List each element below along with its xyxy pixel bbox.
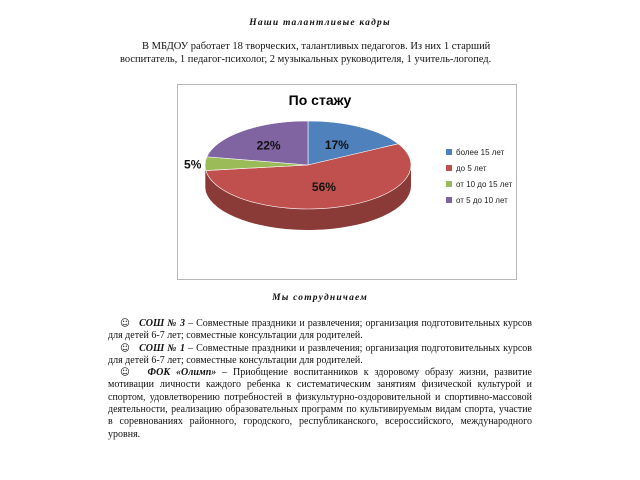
pie-data-label: 5% xyxy=(184,157,202,172)
pie-data-label: 17% xyxy=(324,138,349,153)
coop-item-name: ФОК «Олимп» xyxy=(147,367,217,379)
legend-swatch xyxy=(446,149,452,155)
coop-item xyxy=(108,343,532,368)
intro-line-1: В МБДОУ работает 18 творческих, талантливых педагогов. Из них 1 старший xyxy=(142,41,491,52)
smiley-icon: ☺ xyxy=(120,342,130,354)
coop-item-text: – Совместные праздники и развлечения; организация подготовительных курсов для детей 6-7 лет; совместные консультации для родителей. xyxy=(108,342,532,366)
chart-title: По стажу xyxy=(288,92,352,108)
section-title-staff: Наши талантливые кадры xyxy=(249,18,391,28)
legend-swatch xyxy=(446,181,452,187)
chart-legend xyxy=(446,148,513,205)
legend-label: до 5 лет xyxy=(456,164,487,173)
smiley-icon: ☺ xyxy=(120,318,130,329)
pie-chart-canvas xyxy=(178,85,516,279)
legend-swatch xyxy=(446,165,452,171)
pie-data-label: 56% xyxy=(311,179,336,194)
coop-item xyxy=(108,367,532,441)
coop-item xyxy=(108,318,532,343)
legend-swatch xyxy=(446,197,452,203)
legend-label: более 15 лет xyxy=(456,148,505,157)
coop-item-name: СОШ № 1 xyxy=(139,342,186,354)
experience-pie-chart xyxy=(177,84,517,280)
coop-item-text: – Совместные праздники и развлечения; организация подготовительных курсов для детей 6-7 лет; совместные консультации для родителей. xyxy=(108,318,532,342)
section-title-cooperation: Мы сотрудничаем xyxy=(272,293,368,303)
coop-item-text: – Приобщение воспитанников к здоровому образу жизни, развитие мотивации личности каждого ребенка к систематическим занятиям физической культурой и спортом, удовлетворению потребностей в физкультурно-оздоровительной и спортивно-массовой деятельности, реализацию образовательных программ по культивируемым видам спорта, участие в соревнованиях районного, городского, республиканского, всероссийского, международного уровня. xyxy=(108,367,532,440)
smiley-icon: ☺ xyxy=(120,367,130,379)
pie-data-label: 22% xyxy=(256,138,281,153)
staff-intro-paragraph xyxy=(120,40,530,66)
legend-label: от 10 до 15 лет xyxy=(456,180,513,189)
intro-line-2: воспитатель, 1 педагог-психолог, 2 музыкальных руководителя, 1 учитель-логопед. xyxy=(120,54,492,65)
legend-label: от 5 до 10 лет xyxy=(456,196,508,205)
cooperation-list xyxy=(108,318,532,441)
pie-tops xyxy=(205,121,411,209)
coop-item-name: СОШ № 3 xyxy=(139,318,186,329)
